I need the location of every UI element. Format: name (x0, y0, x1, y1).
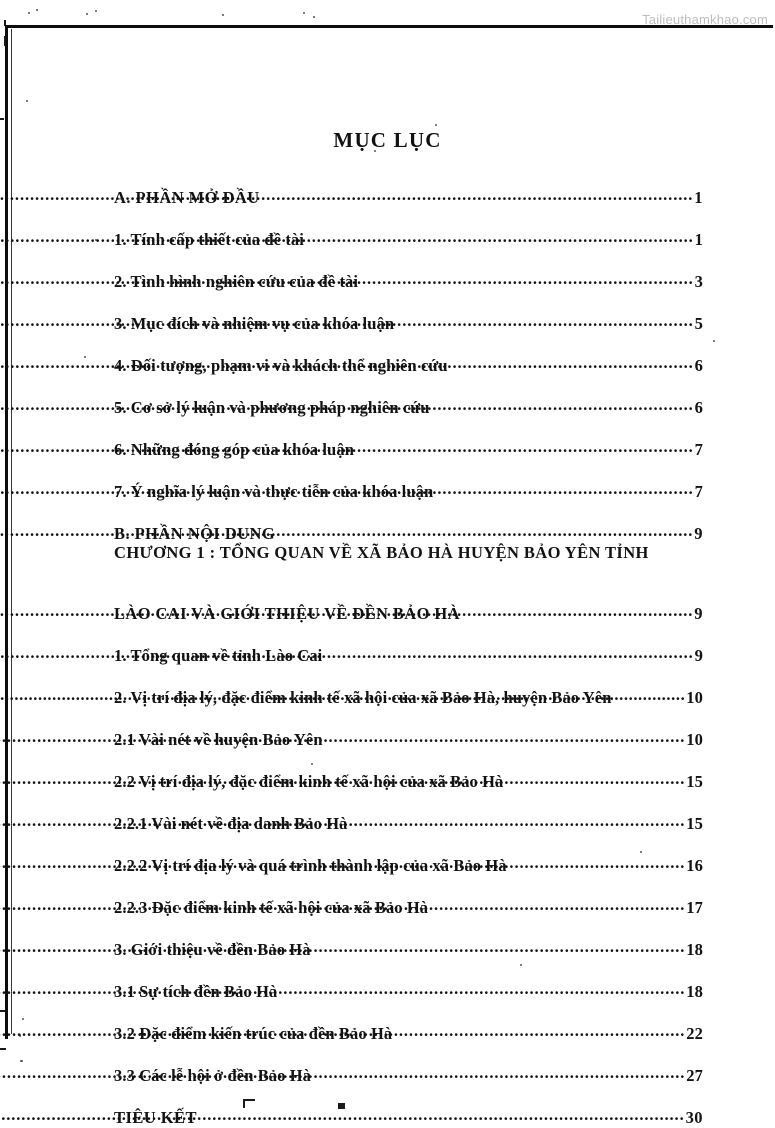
toc-entry-label: 2. Vị trí địa lý, đặc điểm kinh tế xã hội của xã Bảo Hà, huyện Bảo Yên (114, 688, 612, 708)
toc-page-number: 22 (686, 1024, 703, 1044)
scan-speck (22, 1018, 24, 1020)
toc-entry[interactable] (114, 666, 703, 708)
toc-leader-dots (325, 731, 686, 748)
toc-leader-dots (432, 399, 694, 416)
toc-entry[interactable] (114, 750, 703, 792)
toc-leader-dots (349, 815, 685, 832)
toc-entry-label: TIÊU KẾT (114, 1108, 197, 1128)
toc-page-number: 15 (686, 772, 703, 792)
toc-leader-dots (313, 1067, 685, 1084)
toc-page-number: 27 (686, 1066, 703, 1086)
toc-page-number: 15 (686, 814, 703, 834)
toc-entry[interactable] (114, 292, 703, 334)
toc-page-number: 10 (686, 688, 703, 708)
toc-entry[interactable] (114, 1044, 703, 1086)
toc-leader-dots (450, 357, 694, 374)
toc-entry-label: 2. Tình hình nghiên cứu của đề tài (114, 272, 359, 292)
scan-speck (713, 340, 715, 342)
scan-speck (28, 12, 30, 14)
toc-entry-label: 3. Mục đích và nhiệm vụ của khóa luận (114, 314, 395, 334)
toc-entry[interactable] (114, 502, 703, 544)
toc-entry[interactable] (114, 166, 703, 208)
scan-speck (95, 10, 97, 12)
toc-leader-dots (430, 899, 685, 916)
toc-entry-label: 7. Ý nghĩa lý luận và thực tiễn của khóa luận (114, 482, 434, 502)
scan-speck (26, 100, 28, 102)
toc-leader-dots (505, 773, 685, 790)
toc-entry[interactable] (114, 834, 703, 876)
toc-entry[interactable] (114, 876, 703, 918)
toc-entry-label: CHƯƠNG 1 : TỔNG QUAN VỀ XÃ BẢO HÀ HUYỆN BẢO YÊN TỈNH (114, 543, 649, 562)
toc-page-number: 6 (694, 398, 703, 418)
toc-page-number: 3 (694, 272, 703, 292)
toc-page-number: 1 (694, 230, 703, 250)
toc-page-number: 7 (694, 440, 703, 460)
scan-tick-mark (0, 1048, 6, 1050)
toc-entry[interactable] (114, 544, 703, 624)
toc-entry-label: 2.2.2 Vị trí địa lý và quá trình thành lập của xã Bảo Hà (114, 856, 507, 876)
toc-entry-label: 3.2 Đặc điểm kiến trúc của đền Bảo Hà (114, 1024, 393, 1044)
scan-tick-mark (4, 20, 6, 26)
toc-entry[interactable] (114, 960, 703, 1002)
toc-page-number: 9 (694, 524, 703, 544)
toc-page-number: 16 (686, 856, 703, 876)
toc-entry-label: 2.2.1 Vài nét về địa danh Bảo Hà (114, 814, 348, 834)
toc-leader-dots (277, 525, 693, 542)
toc-page-number: 9 (694, 604, 703, 624)
toc-entry-label: 1. Tính cấp thiết của đề tài (114, 230, 304, 250)
toc-page-number: 6 (694, 356, 703, 376)
scan-speck (313, 16, 315, 18)
toc-leader-dots (435, 483, 693, 500)
toc-page-number: 7 (694, 482, 703, 502)
toc-entry-label: 2.2 Vị trí địa lý, đặc điểm kinh tế xã hội của xã Bảo Hà (114, 772, 504, 792)
toc-entry-label: 2.2.3 Đặc điểm kinh tế xã hội của xã Bảo Hà (114, 898, 429, 918)
toc-entry[interactable] (114, 918, 703, 960)
toc-entry[interactable] (114, 708, 703, 750)
toc-leader-dots (356, 441, 694, 458)
toc-entry[interactable] (114, 624, 703, 666)
toc-page-number: 17 (686, 898, 703, 918)
toc-leader-dots (394, 1025, 685, 1042)
toc-leader-dots (360, 273, 694, 290)
toc-leader-dots (324, 647, 693, 664)
toc-leader-dots (199, 1109, 685, 1126)
toc-page-number: 18 (686, 940, 703, 960)
scan-speck (303, 12, 305, 14)
toc-entry-label: 2.1 Vài nét về huyện Bảo Yên (114, 730, 323, 750)
toc-page-number: 18 (686, 982, 703, 1002)
toc-entry-label: 1. Tổng quan về tỉnh Lào Cai (114, 646, 323, 666)
toc-entry[interactable] (114, 1002, 703, 1044)
toc-leader-dots (313, 941, 686, 958)
scan-tick-mark (0, 1010, 5, 1012)
toc-entry-label: A. PHẦN MỞ ĐẦU (114, 188, 260, 208)
toc-leader-dots (279, 983, 685, 1000)
scan-tick-mark (4, 36, 6, 46)
toc-entry-label: LÀO CAI VÀ GIỚI THIỆU VỀ ĐỀN BẢO HÀ (114, 604, 460, 624)
toc-entry[interactable] (114, 376, 703, 418)
toc-entry[interactable] (114, 334, 703, 376)
toc-entry[interactable] (114, 418, 703, 460)
page-title: MỤC LỤC (333, 128, 442, 152)
toc-page-number: 5 (694, 314, 703, 334)
toc-page-number: 10 (686, 730, 703, 750)
scan-speck (86, 13, 88, 15)
toc-leader-dots (262, 189, 694, 206)
scan-tick-mark (0, 118, 4, 120)
scan-speck (435, 124, 437, 126)
toc-entry[interactable] (114, 208, 703, 250)
toc-entry-label: 3. Giới thiệu về đền Bảo Hà (114, 940, 311, 960)
scan-speck (20, 1060, 23, 1062)
toc-entry[interactable] (114, 460, 703, 502)
toc-entry-label: 5. Cơ sở lý luận và phương pháp nghiên cứu (114, 398, 430, 418)
table-of-contents-list (114, 166, 703, 1128)
toc-leader-dots (462, 605, 693, 622)
toc-entry-label: 6. Những đóng góp của khóa luận (114, 440, 354, 460)
toc-entry[interactable] (114, 1086, 703, 1128)
toc-entry[interactable] (114, 250, 703, 292)
toc-entry-label: 3.1 Sự tích đền Bảo Hà (114, 982, 278, 1002)
toc-page-number: 1 (694, 188, 703, 208)
toc-leader-dots (509, 857, 686, 874)
toc-leader-dots (613, 689, 685, 706)
site-watermark: Tailieuthamkhao.com (642, 12, 768, 27)
toc-entry-label: 3.3 Các lễ hội ở đền Bảo Hà (114, 1066, 312, 1086)
toc-entry[interactable] (114, 792, 703, 834)
toc-page-number: 30 (685, 1108, 703, 1128)
toc-entry-label: 4. Đối tượng, phạm vi và khách thể nghiên cứu (114, 356, 448, 376)
toc-leader-dots (396, 315, 694, 332)
toc-entry-label: B. PHẦN NỘI DUNG (114, 524, 276, 544)
scan-speck (36, 9, 38, 11)
scan-speck (222, 14, 224, 16)
toc-page-number: 9 (694, 646, 703, 666)
toc-leader-dots (306, 231, 694, 248)
